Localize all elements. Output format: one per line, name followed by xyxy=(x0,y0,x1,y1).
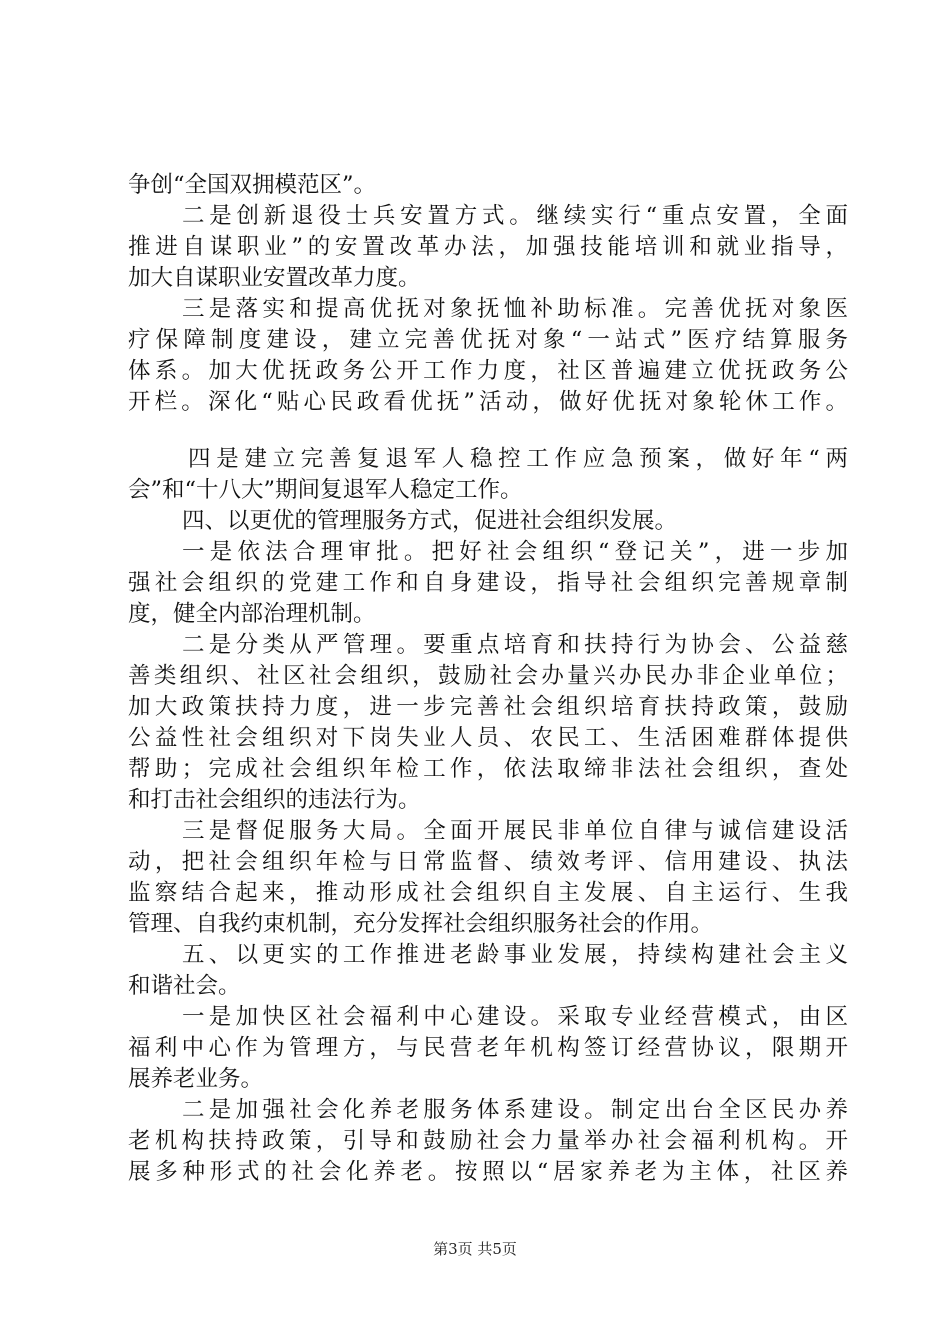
text-line: 三是落实和提高优抚对象抚恤补助标准。完善优抚对象医 xyxy=(182,296,848,322)
text-line: 福利中心作为管理方，与民营老年机构签订经营协议，限期开 xyxy=(128,1035,848,1061)
section-heading-continued: 和谐社会。 xyxy=(128,973,241,999)
text-line: 展养老业务。 xyxy=(128,1066,264,1092)
document-body xyxy=(128,170,848,1188)
text-line: 二是创新退役士兵安置方式。继续实行“重点安置，全面 xyxy=(182,203,848,229)
text-line: 度，健全内部治理机制。 xyxy=(128,601,376,627)
text-line: 二是分类从严管理。要重点培育和扶持行为协会、公益慈 xyxy=(182,632,848,658)
text-line: 争创“全国双拥模范区”。 xyxy=(128,172,377,198)
page-number-footer: 第3页 共5页 xyxy=(433,1240,517,1258)
text-line: 一是依法合理审批。把好社会组织“登记关”，进一步加 xyxy=(182,539,848,565)
text-line: 帮助；完成社会组织年检工作，依法取缔非法社会组织，查处 xyxy=(128,756,848,782)
section-heading: 四、以更优的管理服务方式，促进社会组织发展。 xyxy=(182,508,678,534)
text-line: 善类组织、社区社会组织，鼓励社会办量兴办民办非企业单位； xyxy=(128,663,848,689)
text-line: 二是加强社会化养老服务体系建设。制定出台全区民办养 xyxy=(182,1097,848,1123)
text-line: 强社会组织的党建工作和自身建设，指导社会组织完善规章制 xyxy=(128,570,848,596)
text-line: 加大自谋职业安置改革力度。 xyxy=(128,265,421,291)
text-line: 管理、自我约束机制，充分发挥社会组织服务社会的作用。 xyxy=(128,911,714,937)
text-line: 一是加快区社会福利中心建设。采取专业经营模式，由区 xyxy=(182,1004,848,1030)
text-line: 三是督促服务大局。全面开展民非单位自律与诚信建设活 xyxy=(182,818,848,844)
text-line: 会”和“十八大”期间复退军人稳定工作。 xyxy=(128,477,523,503)
text-line: 监察结合起来，推动形成社会组织自主发展、自主运行、生我 xyxy=(128,880,848,906)
text-line: 公益性社会组织对下岗失业人员、农民工、生活困难群体提供 xyxy=(128,725,848,751)
text-line: 动，把社会组织年检与日常监督、绩效考评、信用建设、执法 xyxy=(128,849,848,875)
text-line: 加大政策扶持力度，进一步完善社会组织培育扶持政策，鼓励 xyxy=(128,694,848,720)
section-heading: 五、以更实的工作推进老龄事业发展，持续构建社会主义 xyxy=(182,942,848,968)
paragraph-gap xyxy=(128,418,848,444)
text-line: 体系。加大优抚政务公开工作力度，社区普遍建立优抚政务公 xyxy=(128,358,848,384)
text-line: 疗保障制度建设，建立完善优抚对象“一站式”医疗结算服务 xyxy=(128,327,848,353)
text-line: 展多种形式的社会化养老。按照以“居家养老为主体，社区养 xyxy=(128,1159,848,1185)
text-line: 推进自谋职业”的安置改革办法，加强技能培训和就业指导， xyxy=(128,234,848,260)
text-line: 开栏。深化“贴心民政看优抚”活动，做好优抚对象轮休工作。 xyxy=(128,389,848,415)
text-line: 四是建立完善复退军人稳控工作应急预案，做好年“两 xyxy=(188,446,848,472)
text-line: 和打击社会组织的违法行为。 xyxy=(128,787,421,813)
text-line: 老机构扶持政策，引导和鼓励社会力量举办社会福利机构。开 xyxy=(128,1128,848,1154)
